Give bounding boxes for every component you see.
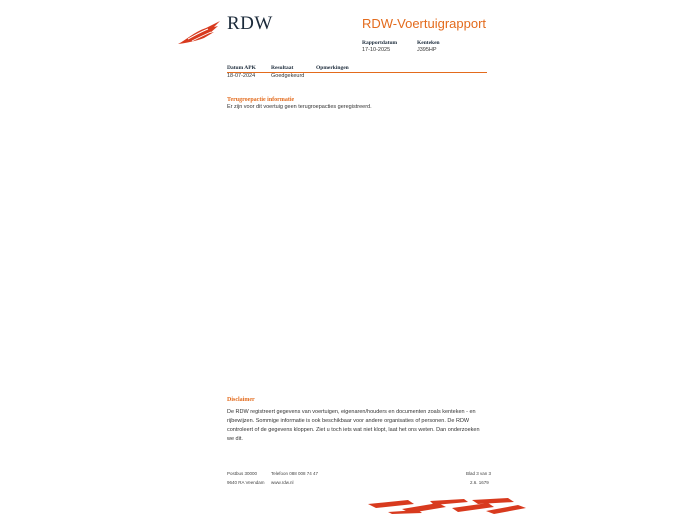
table-cell-apk-date: 18-07-2024 [227, 73, 256, 79]
document-title: RDW-Voertuigrapport [362, 16, 487, 31]
plate-label: Kenteken [417, 40, 440, 46]
footer-code: 2.6. 1679 [470, 480, 489, 485]
column-header-apk-date: Datum APK [227, 65, 256, 71]
table-cell-result: Goedgekeurd [271, 73, 305, 79]
disclaimer-line: controleert of de gegevens kloppen. Ziet u toch iets wat niet klopt, laat het ons weten. Dan onderzoeken [227, 427, 480, 433]
footer-city: 9640 RA Veendam [227, 480, 265, 485]
column-header-result: Resultaat [271, 65, 294, 71]
footer-website: www.rdw.nl [271, 480, 294, 485]
footer-page-number: Blad 3 van 3 [466, 471, 492, 476]
rdw-logo-icon [176, 20, 222, 46]
footer-postbus: Postbus 30000 [227, 471, 258, 476]
disclaimer-heading: Disclaimer [227, 397, 255, 403]
footer-phone: Telefoon 088 008 74 47 [271, 471, 319, 476]
column-header-remarks: Opmerkingen [316, 65, 349, 71]
recall-text: Er zijn voor dit voertuig geen terugroepacties geregistreerd. [227, 104, 372, 110]
org-name: RDW [227, 13, 273, 34]
table-header-divider [227, 72, 487, 73]
decorative-stripes-icon [368, 498, 526, 514]
report-date-value: 17-10-2025 [362, 47, 391, 53]
report-date-label: Rapportdatum [362, 40, 398, 46]
disclaimer-line: rijbewijzen. Sommige informatie is ook beschikbaar voor andere organisaties of personen. De RDW [227, 418, 470, 424]
disclaimer-line: De RDW registreert gegevens van voertuigen, eigenaren/houders en documenten zoals kenteken - en [227, 409, 476, 415]
plate-value: J395HP [417, 47, 437, 53]
disclaimer-line: we dit. [227, 436, 243, 442]
recall-heading: Terugroepactie informatie [227, 97, 295, 103]
